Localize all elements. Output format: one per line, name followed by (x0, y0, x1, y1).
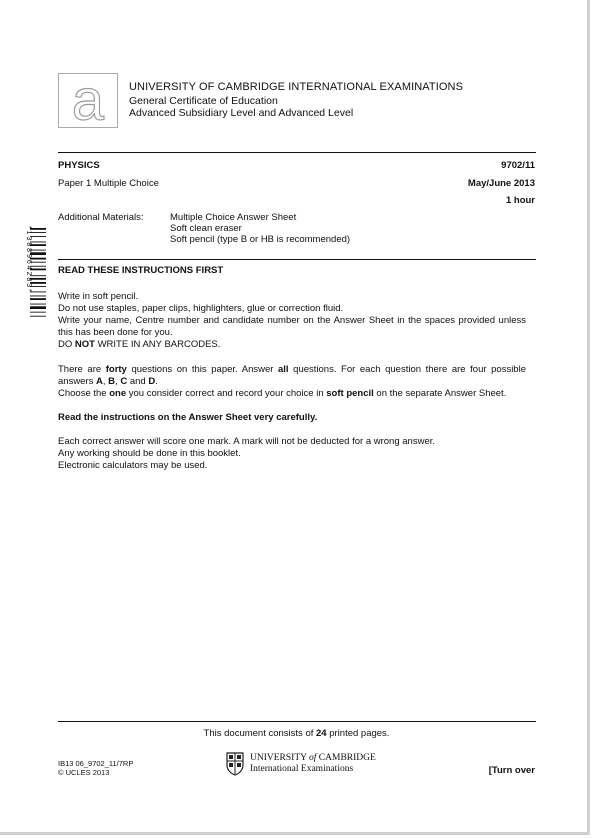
copyright-notice: © UCLES 2013 (58, 768, 110, 777)
instruction-line: Any working should be done in this booklet. (58, 448, 241, 459)
footer-reference (58, 759, 133, 777)
wordmark-line-2: International Examinations (250, 764, 354, 774)
exam-duration: 1 hour (505, 195, 535, 206)
instruction-line: Choose the one you consider correct and record your choice in soft pencil on the separate Answer Sheet. (58, 388, 507, 399)
paper-title: Paper 1 Multiple Choice (58, 178, 159, 189)
certificate-title: General Certificate of Education (129, 95, 278, 107)
instruction-line: There are forty questions on this paper. Answer all questions. For each question there are four possible answers A, B, C and D. (58, 364, 526, 387)
a-level-logo (58, 73, 118, 128)
material-item: Multiple Choice Answer Sheet (170, 212, 297, 223)
instruction-line: Each correct answer will score one mark. A mark will not be deducted for a wrong answer. (58, 436, 436, 447)
cambridge-wordmark (250, 753, 376, 775)
instructions-block-1 (58, 291, 526, 351)
footer-divider (58, 721, 536, 722)
material-item: Soft clean eraser (170, 223, 242, 234)
document-reference: IB13 06_9702_11/7RP (58, 759, 134, 768)
instructions-heading: READ THESE INSTRUCTIONS FIRST (58, 265, 224, 276)
candidate-barcode (18, 226, 48, 342)
instruction-line: Write your name, Centre number and candidate number on the Answer Sheet in the spaces provided unless this has been done for you. (58, 315, 526, 338)
instruction-line: Write in soft pencil. (58, 291, 139, 302)
instruction-line: DO NOT WRITE IN ANY BARCODES. (58, 339, 221, 350)
instruction-line: Do not use staples, paper clips, highlighters, glue or correction fluid. (58, 303, 344, 314)
exam-board-title: UNIVERSITY OF CAMBRIDGE INTERNATIONAL EXAMINATIONS (129, 81, 464, 93)
materials-label: Additional Materials: (58, 212, 144, 223)
exam-session: May/June 2013 (467, 178, 535, 189)
svg-text:a: a (71, 74, 105, 127)
barcode-number: * 1 3 8 8 9 6 4 2 8 3 * (25, 226, 32, 292)
level-title: Advanced Subsidiary Level and Advanced Level (129, 107, 354, 119)
instructions-block-2 (58, 364, 526, 400)
wordmark-line-1: UNIVERSITY of CAMBRIDGE (250, 753, 376, 763)
header-divider (58, 152, 536, 153)
answer-sheet-instruction: Read the instructions on the Answer Sheet very carefully. (58, 412, 318, 423)
cambridge-crest-icon (226, 752, 244, 776)
subject-name: PHYSICS (58, 160, 100, 171)
instruction-line: Electronic calculators may be used. (58, 460, 208, 471)
a-letter-icon (59, 74, 117, 127)
instructions-divider (58, 259, 536, 260)
turn-over-label: [Turn over (488, 765, 535, 776)
material-item: Soft pencil (type B or HB is recommended) (170, 234, 351, 245)
paper-code: 9702/11 (501, 160, 535, 171)
instructions-block-4 (58, 436, 526, 472)
page-count-note: This document consists of 24 printed pages. (203, 728, 390, 739)
